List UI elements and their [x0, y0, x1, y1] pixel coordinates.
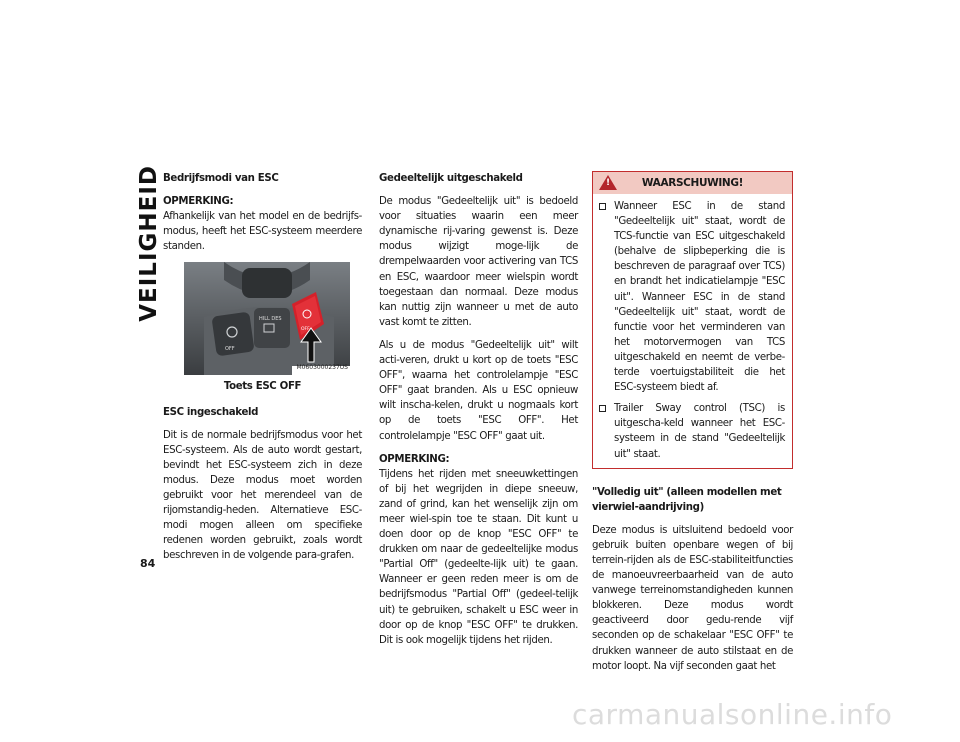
warning-title: WAARSCHUWING!: [641, 177, 744, 189]
figure-code: M0603000237US: [296, 364, 348, 372]
console-button-label-middle: HILL DES: [259, 316, 282, 323]
warning-box: [592, 171, 793, 469]
warning-item-text: Wanneer ESC in de stand "Gedeeltelijk uit" staat, wordt de TCS-functie van ESC uitgeschakeld (behalve de slipbeperking die is beschreven de paragraaf over TCS) en brandt het indicatielampje "ESC uit". Wanneer ESC in de stand "Gedeeltelijk uit" staat, wordt de functie voor het verminderen van het motorvermogen van TCS uitgeschakeld en neemt de verbe-terde voertuigstabiliteit die het ESC-systeem biedt af.: [614, 201, 785, 394]
console-button-label-right: OFF: [301, 327, 310, 333]
page-number: 84: [140, 557, 156, 570]
note-text: Afhankelijk van het model en de bedrijfs-modus, heeft het ESC-systeem meerdere standen.: [163, 211, 362, 253]
body-paragraph: Dit is de normale bedrijfsmodus voor het ESC-systeem. Als de auto wordt gestart, bevindt het ESC-systeem zich in deze modus. Deze modus moet worden gebruikt voor het merendeel van de rijomstandig-heden. Alternatieve ESC-modi mogen alleen om specifieke redenen worden gebruikt, zoals wordt beschreven in de volgende para-grafen.: [163, 429, 362, 562]
section-heading: Bedrijfsmodi van ESC: [163, 173, 279, 184]
subsection-heading: ESC ingeschakeld: [163, 406, 259, 418]
body-paragraph: Als u de modus "Gedeeltelijk uit" wilt acti-veren, drukt u kort op de toets "ESC OFF", waarna het controlelampje "ESC OFF" gaat branden. Als u ESC opnieuw wilt inscha-kelen, drukt u nogmaals kort op de toets "ESC OFF". Het controlelampje "ESC OFF" gaat uit.: [379, 339, 578, 442]
esc-off-button-figure: [184, 262, 350, 375]
warning-triangle-icon: [599, 175, 617, 190]
warning-item-text: Trailer Sway control (TSC) is uitgescha-keld wanneer het ESC-systeem in de stand "Gedeeltelijk uit" staat.: [614, 403, 785, 460]
warning-item: [593, 199, 792, 395]
warning-header: [593, 172, 792, 194]
body-paragraph: De modus "Gedeeltelijk uit" is bedoeld voor situaties waarin een meer dynamische rij-varing gewenst is. Deze modus wijzigt moge-lijk de drempelwaarden voor activering van TCS en ESC, waardoor meer wielspin wordt toegestaan dan normaal. Deze modus kan nuttig zijn wanneer u met de auto vast komt te zitten.: [379, 196, 578, 328]
note-text: Tijdens het rijden met sneeuwkettingen of bij het wegrijden in diepe sneeuw, zand of grind, kan het wenselijk zijn om meer wiel-spin toe te staan. Dit kunt u doen door op de knop "ESC OFF" te drukken om naar de gedeeltelijke modus "Partial Off" (gedeelte-lijk uit) te gaan. Wanneer er geen reden meer is om de bedrijfsmodus "Partial Off" (gedeel-telijk uit) te gebruiken, schakelt u ESC weer in door op de knop "ESC OFF" te drukken. Dit is ook mogelijk tijdens het rijden.: [379, 468, 578, 646]
column-middle: [379, 171, 578, 656]
note-title: OPMERKING:: [379, 453, 450, 465]
column-right: [592, 171, 793, 682]
watermark: carmanualsonline.info: [572, 698, 893, 731]
warning-item: [593, 401, 792, 461]
column-left: [163, 171, 362, 572]
square-bullet-icon: [599, 203, 606, 210]
section-heading: "Volledig uit" (alleen modellen met vierwiel-aandrijving): [592, 486, 782, 513]
figure-caption: Toets ESC OFF: [223, 381, 302, 393]
note-title: OPMERKING:: [163, 196, 234, 208]
console-button-label-left: OFF: [225, 346, 235, 353]
square-bullet-icon: [599, 405, 606, 412]
section-tab-veiligheid: VEILIGHEID: [136, 165, 162, 322]
section-heading: Gedeeltelijk uitgeschakeld: [379, 173, 523, 184]
body-paragraph: Deze modus is uitsluitend bedoeld voor gebruik buiten openbare wegen of bij terrein-rijden als de ESC-stabiliteitfuncties de manoeuvreerbaarheid van de auto vanwege terreinomstandigheden kunnen blokkeren. Deze modus wordt geactiveerd door gedu-rende vijf seconden op de schakelaar "ESC OFF" te drukken wanneer de auto stilstaat en de motor loopt. Na vijf seconden gaat het: [592, 524, 793, 672]
